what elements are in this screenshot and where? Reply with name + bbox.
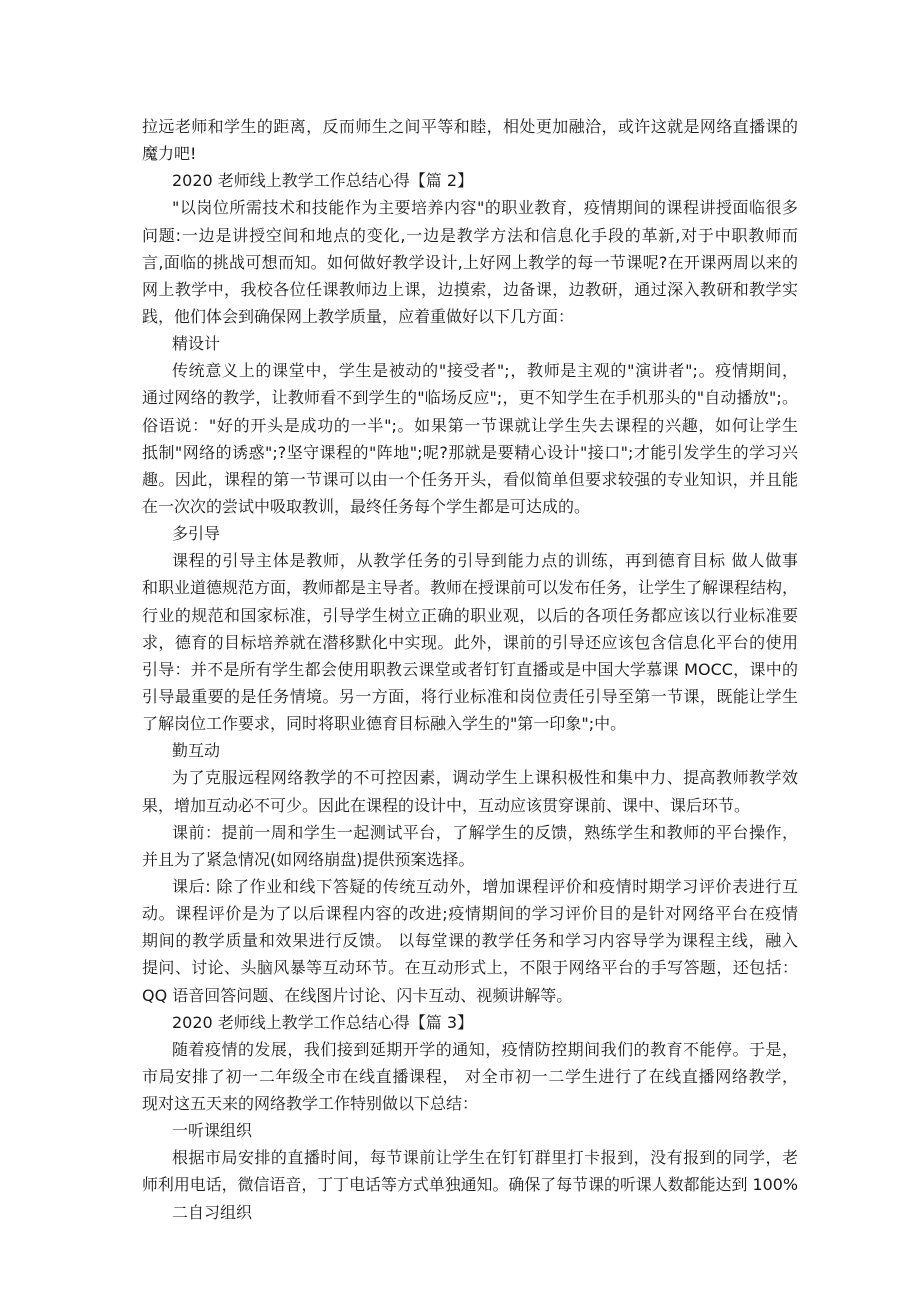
text-line: 抵制"网络的诱惑";?坚守课程的"阵地";呢?那就是要精心设计"接口";才能引发学生的学习兴 (142, 442, 798, 462)
text-line: 为了克服远程网络教学的不可控因素，调动学生上课积极性和集中力、提高教师教学效 (172, 768, 798, 788)
text-line: 2020 老师线上教学工作总结心得【篇 2】 (172, 171, 474, 191)
text-line: 2020 老师线上教学工作总结心得【篇 3】 (172, 1012, 474, 1032)
text-line: 引导最重要的是任务情境。另一方面，将行业标准和岗位责任引导至第一节课，既能让学生 (142, 686, 798, 706)
text-line: 魔力吧! (142, 144, 197, 164)
text-line: 和职业道德规范方面，教师都是主导者。教师在授课前可以发布任务，让学生了解课程结构， (142, 578, 799, 598)
text-line: 了解岗位工作要求，同时将职业德育目标融入学生的"第一印象";中。 (142, 714, 627, 734)
text-line: 二自习组织 (172, 1202, 253, 1222)
text-line: 期间的教学质量和效果进行反馈。 以每堂课的教学任务和学习内容导学为课程主线，融入 (142, 931, 798, 951)
text-line: 课程的引导主体是教师，从教学任务的引导到能力点的训练，再到德育目标 做人做事 (172, 551, 798, 571)
text-line: 在一次次的尝试中吸取教训，最终任务每个学生都是可达成的。 (142, 496, 591, 516)
text-line: 勤互动 (172, 741, 221, 761)
text-line: 趣。因此，课程的第一节课可以由一个任务开头，看似简单但要求较强的专业知识，并且能 (142, 469, 798, 489)
text-line: 课后: 除了作业和线下答疑的传统互动外，增加课程评价和疫情时期学习评价表进行互 (172, 876, 798, 896)
text-line: 并且为了紧急情况(如网络崩盘)提供预案选择。 (142, 849, 475, 869)
text-line: "以岗位所需技术和技能作为主要培养内容"的职业教育，疫情期间的课程讲授面临很多 (172, 198, 798, 218)
text-line: 提问、讨论、头脑风暴等互动环节。在互动形式上，不限于网络平台的手写答题，还包括： (142, 958, 798, 978)
text-line: 求，德育的目标培养就在潜移默化中实现。此外，课前的引导还应该包含信息化平台的使用 (142, 632, 798, 652)
text-line: 一听课组织 (172, 1121, 253, 1141)
text-line: 网上教学中，我校各位任课教师边上课，边摸索，边备课，边教研，通过深入教研和教学实 (142, 279, 798, 299)
text-line: 现对这五天来的网络教学工作特别做以下总结： (142, 1094, 479, 1114)
text-line: 果，增加互动必不可少。因此在课程的设计中，互动应该贯穿课前、课中、课后环节。 (142, 795, 751, 815)
text-line: 精设计 (172, 334, 221, 354)
text-line: 传统意义上的课堂中，学生是被动的"接受者";，教师是主观的"演讲者";。疫情期间， (172, 361, 798, 381)
text-line: 拉远老师和学生的距离，反而师生之间平等和睦，相处更加融洽，或许这就是网络直播课的 (142, 117, 798, 136)
text-line: 师利用电话，微信语音，丁丁电话等方式单独通知。确保了每节课的听课人数都能达到 100% (142, 1175, 798, 1195)
text-line: 多引导 (172, 524, 221, 544)
text-line: 问题:一边是讲授空间和地点的变化,一边是教学方法和信息化手段的革新,对于中职教师而 (142, 225, 798, 245)
text-line: 通过网络的教学，让教师看不到学生的"临场反应";，更不知学生在手机那头的"自动播放";。 (142, 388, 798, 408)
text-line: 引导：并不是所有学生都会使用职教云课堂或者钉钉直播或是中国大学慕课 MOCC，课中的 (142, 659, 798, 679)
text-line: 随着疫情的发展，我们接到延期开学的通知，疫情防控期间我们的教育不能停。于是， (172, 1039, 798, 1059)
text-line: 市局安排了初一二年级全市在线直播课程， 对全市初一二学生进行了在线直播网络教学， (142, 1066, 798, 1086)
text-line: 言,面临的挑战可想而知。如何做好教学设计,上好网上教学的每一节课呢?在开课两周以来的 (142, 252, 798, 272)
text-line: 俗语说："好的开头是成功的一半";。如果第一节课就让学生失去课程的兴趣，如何让学生 (142, 415, 798, 435)
text-line: 根据市局安排的直播时间，每节课前让学生在钉钉群里打卡报到，没有报到的同学，老 (172, 1148, 798, 1168)
text-line: 课前：提前一周和学生一起测试平台，了解学生的反馈，熟练学生和教师的平台操作， (172, 822, 798, 842)
text-line: QQ 语音回答问题、在线图片讨论、闪卡互动、视频讲解等。 (142, 985, 573, 1005)
text-line: 动。课程评价是为了以后课程内容的改进;疫情期间的学习评价目的是针对网络平台在疫情 (142, 904, 798, 924)
text-line: 行业的规范和国家标准，引导学生树立正确的职业观，以后的各项任务都应该以行业标准要 (142, 605, 798, 625)
document-body (142, 113, 798, 1226)
text-line: 践，他们体会到确保网上教学质量，应着重做好以下几方面： (142, 306, 575, 326)
